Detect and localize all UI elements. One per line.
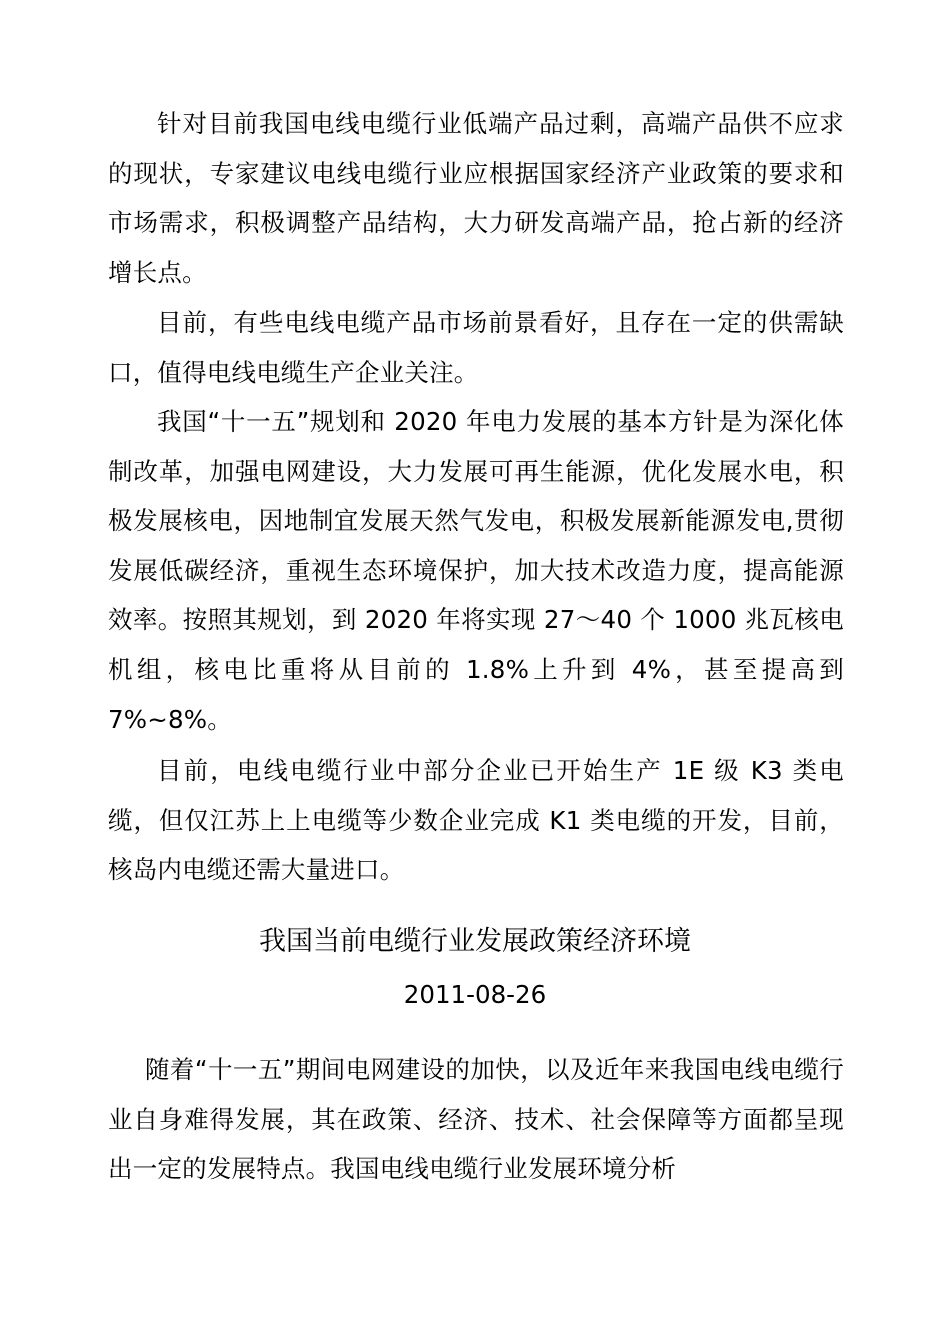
paragraph-high-end-products: 针对目前我国电线电缆行业低端产品过剩，高端产品供不应求的现状，专家建议电线电缆行业应根据国家经济产业政策的要求和市场需求，积极调整产品结构，大力研发高端产品，抢占新的经济增长点。 bbox=[108, 109, 844, 287]
article-title: 我国当前电缆行业发展政策经济环境 bbox=[259, 926, 691, 957]
article-date: 2011-08-26 bbox=[403, 980, 547, 1009]
paragraph-supply-gap: 目前，有些电线电缆产品市场前景看好，且存在一定的供需缺口，值得电线电缆生产企业关注。 bbox=[108, 308, 844, 387]
article-intro-paragraph: 随着“十一五”期间电网建设的加快，以及近年来我国电线电缆行业自身难得发展，其在政策、经济、技术、社会保障等方面都呈现出一定的发展特点。我国电线电缆行业发展环境分析 bbox=[108, 1055, 844, 1184]
paragraph-power-plan: 我国“十一五”规划和 2020 年电力发展的基本方针是为深化体制改革，加强电网建设，大力发展可再生能源，优化发展水电，积极发展核电，因地制宜发展天然气发电，积极发展新能源发电,贯彻发展低碳经济，重视生态环境保护，加大技术改造力度，提高能源效率。按照其规划，到 2020 年将实现 27～40 个 1000 兆瓦核电机组，核电比重将从目前的 1.8%上升到 4%，甚至提高到 7%~8%。 bbox=[108, 407, 844, 734]
paragraph-nuclear-cable: 目前，电线电缆行业中部分企业已开始生产 1E 级 K3 类电缆，但仅江苏上上电缆等少数企业完成 K1 类电缆的开发，目前，核岛内电缆还需大量进口。 bbox=[108, 756, 844, 885]
